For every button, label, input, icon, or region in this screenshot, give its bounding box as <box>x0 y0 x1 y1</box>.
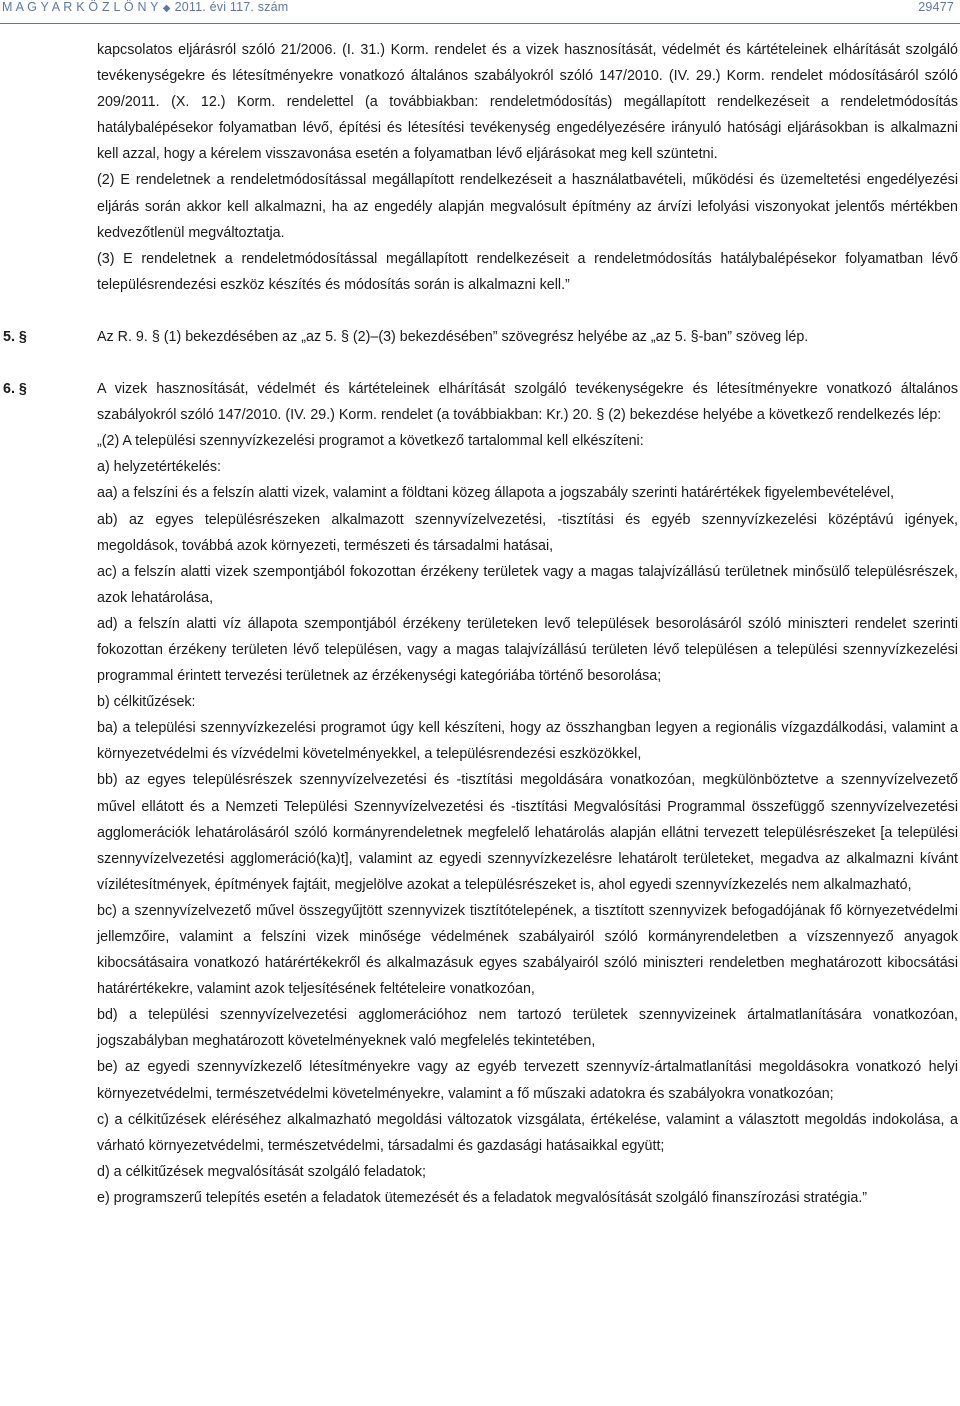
section-paragraph: bc) a szennyvízelvezető művel összegyűjtött szennyvizek tisztítótelepének, a tisztított szennyvizek befogadójának fő környezetvédelmi jellemzőire, valamint a felszíni vizek minősége védelmének szabályairól szóló kormányrendeletben a vízszennyező anyagok kibocsátásaira vonatkozó határértékekről és alkalmazásuk egyes szabályairól szóló miniszteri rendeletben meghatározott kibocsátási határértékekre, valamint azok teljesítésének feltételeire vonatkozóan, <box>97 902 958 998</box>
section-body <box>97 376 958 1211</box>
section-text: Az R. 9. § (1) bekezdésében az „az 5. § (2)–(3) bekezdésében” szövegrész helyébe az „az 5. §-ban” szöveg lép. <box>97 328 809 345</box>
section-paragraph: bb) az egyes településrészek szennyvízelvezetési és -tisztítási megoldására vonatkozóan, megkülönböztetve a szennyvízelvezető művel ellátott és a Nemzeti Települési Szennyvízelvezetési és -tisztítási Megvalósítási Programmal összefüggő szennyvízelvezetési agglomerációk lehatárolásáról szóló kormányrendeletnek megfelelő lehatárolás alapján ellátni tervezett településrészeket [a települési szennyvízelvezetési agglomeráció(ka)t], valamint az egyedi szennyvízkezelésre lehatárolt területeket, megadva az alkalmazni kívánt vízilétesítmények, építmények fajtáit, megjelölve azokat a településrészeket is, ahol egyedi szennyvízkezelés nem alkalmazható, <box>97 772 958 893</box>
section-6 <box>0 376 958 1211</box>
section-paragraph: aa) a felszíni és a felszín alatti vizek, valamint a földtani közeg állapota a jogszabály szerinti határértékek figyelembevételével, <box>97 485 895 502</box>
section-paragraph: ab) az egyes településrészeken alkalmazott szennyvízelvezetési, -tisztítási és egyéb szennyvízkezelési középtávú igények, megoldások, továbbá azok környezeti, természeti és társadalmi hatásai, <box>97 511 958 554</box>
intro-paragraph: (3) E rendeletnek a rendeletmódosítással megállapított rendelkezéseit a rendeletmódosítás hatálybalépésekor folyamatban lévő településrendezési eszköz készítés és módosítás során is alkalmazni kell.” <box>97 250 958 293</box>
section-paragraph: A vizek hasznosítását, védelmét és kártételeinek elhárítását szolgáló tevékenységekre és létesítményekre vonatkozó általános szabályokról szóló 147/2010. (IV. 29.) Korm. rendelet (a továbbiakban: Kr.) 20. § (2) bekezdése helyébe a következő rendelkezés lép: <box>97 381 958 424</box>
journal-title: M A G Y A R K Ö Z L Ö N Y <box>2 0 159 14</box>
page-number: 29477 <box>918 0 954 14</box>
bullet-separator: ◆ <box>162 3 171 14</box>
section-paragraph: e) programszerű telepítés esetén a feladatok ütemezését és a feladatok megvalósítását szolgáló finanszírozási stratégia.” <box>97 1189 868 1206</box>
section-paragraph: ba) a települési szennyvízkezelési programot úgy kell készíteni, hogy az összhangban legyen a regionális vízgazdálkodási, valamint a környezetvédelmi és vízvédelmi követelményekkel, a településrendezési eszközökkel, <box>97 720 958 763</box>
section-paragraph: b) célkitűzések: <box>97 694 196 711</box>
intro-paragraph: (2) E rendeletnek a rendeletmódosítással megállapított rendelkezéseit a használatbavételi, működési és üzemeltetési engedélyezési eljárás során akkor kell alkalmazni, ha az engedély alapján megvalósult építmény az árvízi lefolyási viszonyokat jelentős mértékben kedvezőtlenül megváltoztatja. <box>97 172 958 241</box>
section-number: 6. § <box>3 381 27 398</box>
spacer <box>0 350 958 376</box>
section-paragraph: bd) a települési szennyvízelvezetési agglomerációhoz nem tartozó területek szennyvizeinek ártalmatlanítására vonatkozóan, jogszabályban meghatározott követelményeknek való megfelelés tekintetében, <box>97 1007 958 1050</box>
header-rule <box>0 23 960 24</box>
spacer <box>0 298 958 324</box>
section-number: 5. § <box>3 328 27 345</box>
running-header <box>0 0 960 22</box>
section-paragraph: be) az egyedi szennyvízkezelő létesítményekre vagy az egyéb tervezett szennyvíz-ártalmatlanítási megoldásokra vonatkozó helyi környezetvédelmi, természetvédelmi követelményekre, valamint a fő műszaki adatokra és szabályokra vonatkozóan; <box>97 1059 958 1102</box>
header-journal-issue <box>2 0 288 14</box>
section-5 <box>0 324 958 350</box>
section-paragraph: d) a célkitűzések megvalósítását szolgáló feladatok; <box>97 1163 427 1180</box>
document-body <box>0 37 958 1211</box>
section-paragraph: a) helyzetértékelés: <box>97 459 221 476</box>
section-paragraph: c) a célkitűzések eléréséhez alkalmazható megoldási változatok vizsgálata, értékelése, valamint a választott megoldás indokolása, a várható környezetvédelmi, természetvédelmi, társadalmi és gazdasági hatásaikkal együtt; <box>97 1111 958 1154</box>
section-paragraph: ac) a felszín alatti vizek szempontjából fokozottan érzékeny területek vagy a magas talajvízállású területnek minősülő településrészek, azok lehatárolása, <box>97 563 958 606</box>
section-paragraph: ad) a felszín alatti víz állapota szempontjából érzékeny területeken levő települések besorolásáról szóló miniszteri rendelet szerinti fokozottan érzékeny területen lévő településen, vagy a magas talajvízállású területen lévő településen a települési szennyvízkezelési programmal érintett tervezési területnek az érzékenységi kategóriába történő besorolása; <box>97 615 958 685</box>
issue-label: 2011. évi 117. szám <box>174 0 289 14</box>
section-paragraph: „(2) A települési szennyvízkezelési programot a következő tartalommal kell elkészíteni: <box>97 433 644 450</box>
intro-paragraph: kapcsolatos eljárásról szóló 21/2006. (I. 31.) Korm. rendelet és a vizek hasznosítását, védelmét és kártételeinek elhárítását szolgáló tevékenységekre és létesítményekre vonatkozó általános szabályokról szóló 147/2010. (IV. 29.) Korm. rendelet módosításáról szóló 209/2011. (X. 12.) Korm. rendelettel (a továbbiakban: rendeletmódosítás) megállapított rendelkezéseit a rendeletmódosítás hatálybalépésekor folyamatban lévő, építési és létesítési tevékenység engedélyezésére irányuló hatósági eljárásokban is alkalmazni kell azzal, hogy a kérelem visszavonása esetén a folyamatban lévő eljárásokat meg kell szüntetni. <box>97 42 958 163</box>
